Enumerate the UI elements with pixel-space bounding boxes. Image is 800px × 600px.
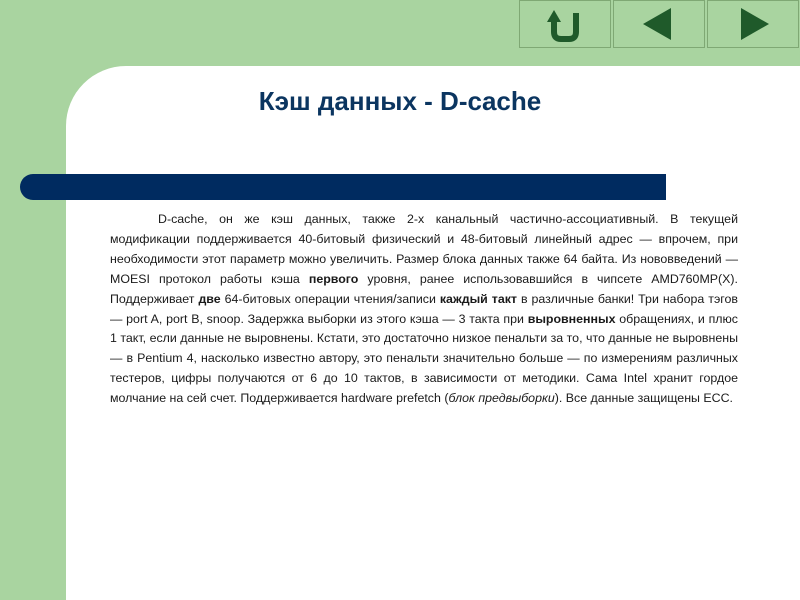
text-segment: в различные банки! Три набора тэгов — port A, port B, snoop. Задержка выборки из этого кэша — 3 такта при xyxy=(110,291,738,326)
bold-text-segment: первого xyxy=(308,271,359,286)
bold-text-segment: каждый такт xyxy=(439,291,517,306)
return-button[interactable] xyxy=(519,0,611,48)
text-segment: ). Все данные защищены ECC. xyxy=(554,391,733,406)
text-segment: уровня, ранее использовавшийся в чипсете AMD760MP(X). Поддерживает xyxy=(110,271,738,306)
next-slide-button[interactable] xyxy=(707,0,799,48)
triangle-left-icon xyxy=(639,6,679,42)
bold-text-segment: выровненных xyxy=(527,311,616,326)
italic-text-segment: блок предвыборки xyxy=(448,391,555,406)
text-segment: обращениях, и плюс 1 такт, если данные не выровнены. Кстати, это достаточно низкое пенальти за то, что данные не выровнены — в Pentium 4, насколько известно автору, это пенальти значительно больше — по измерениям различных тестеров, цифры получаются от 6 до 10 тактов, в зависимости от методики. Сама Intel хранит гордое молчание на сей счет. Поддерживается hardware prefetch ( xyxy=(110,311,738,406)
text-segment: 64-битовых операции чтения/записи xyxy=(220,291,440,306)
return-arrow-icon xyxy=(545,6,585,42)
slide-body-text xyxy=(110,210,738,409)
bold-text-segment: две xyxy=(198,291,221,306)
title-underline-bar xyxy=(20,174,666,200)
slide-title: Кэш данных - D-cache xyxy=(258,86,542,116)
triangle-right-icon xyxy=(733,6,773,42)
text-segment: D-cache, он же кэш данных, также 2-х канальный частично-ассоциативный. В текущей модификации поддерживается 40-битовый физический и 48-битовый линейный адрес — впрочем, при необходимости этот параметр можно увеличить. Размер блока данных также 64 байта. Из нововведений — MOESI протокол работы кэша xyxy=(110,212,738,286)
previous-slide-button[interactable] xyxy=(613,0,705,48)
